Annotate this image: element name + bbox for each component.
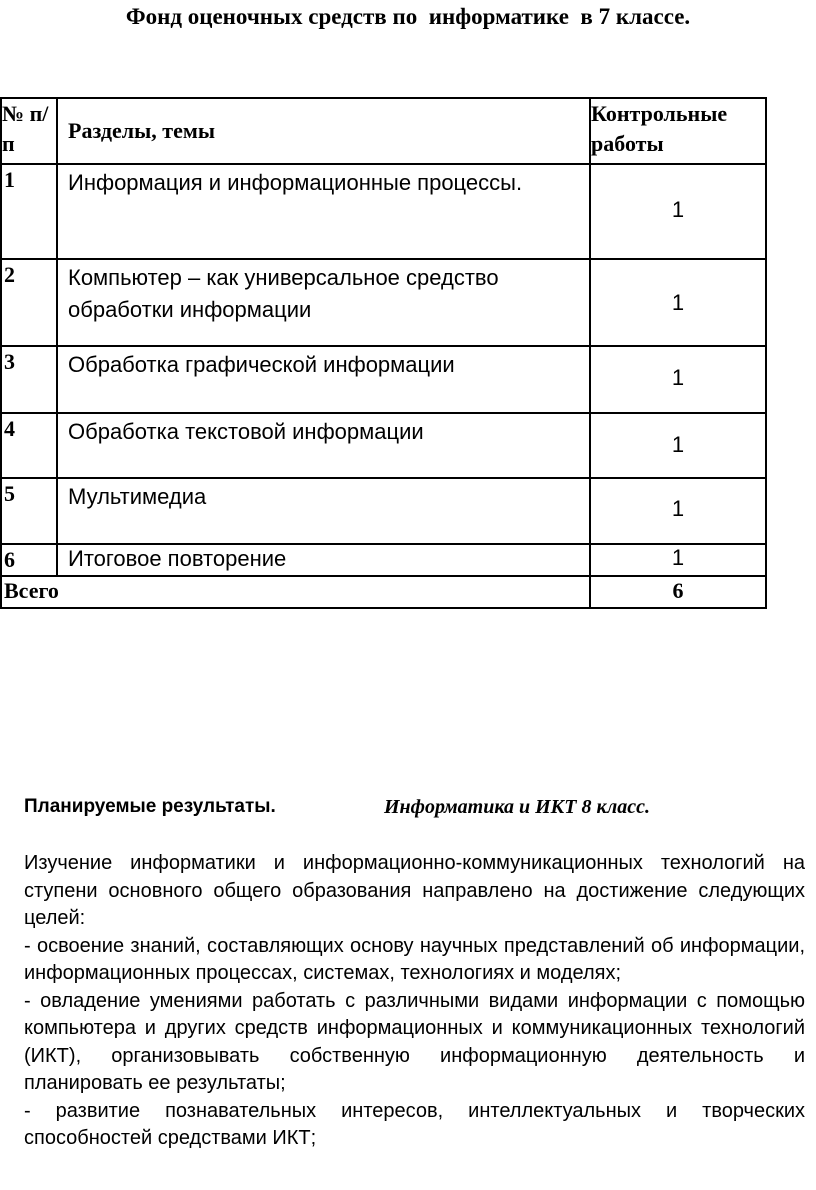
header-num: № п/п [1,98,57,164]
document-title: Фонд оценочных средств по информатике в 7 классе. [125,4,691,29]
row-tests [590,478,766,544]
table-row [1,164,766,259]
assessment-table [0,97,767,609]
row-num: 1 [1,164,57,259]
row-tests-value: 1 [671,365,685,390]
row-tests [590,259,766,346]
row-topic: Обработка графической информации [57,346,590,413]
total-value: 6 [590,576,766,608]
row-num: 6 [1,544,57,576]
row-tests-value: 1 [671,545,685,570]
row-tests [590,164,766,259]
row-num: 2 [1,259,57,346]
goal-item: - освоение знаний, составляющих основу научных представлений об информации, информационных процессах, системах, технологиях и моделях; [24,934,805,984]
table-header-row [1,98,766,164]
row-topic: Итоговое повторение [57,544,590,576]
row-num: 3 [1,346,57,413]
results-intro: Изучение информатики и информационно-коммуникационных технологий на ступени основного общего образования направлено на достижение следующих целей: [24,852,805,929]
results-heading-line [24,796,651,818]
table-row [1,259,766,346]
row-tests [590,413,766,478]
row-topic: Обработка текстовой информации [57,413,590,478]
row-tests [590,544,766,576]
table-row [1,413,766,478]
row-tests-value: 1 [671,432,685,457]
row-num: 4 [1,413,57,478]
row-num: 5 [1,478,57,544]
row-tests [590,346,766,413]
header-section: Разделы, темы [57,98,590,164]
goal-item: - овладение умениями работать с различными видами информации с помощью компьютера и других средств информационных и коммуникационных технологий (ИКТ), организовывать собственную информационную деятельность и планировать ее результаты; [24,989,805,1094]
table-total-row [1,576,766,608]
results-body [24,850,805,1153]
row-topic: Информация и информационные процессы. [57,164,590,259]
table-row [1,346,766,413]
row-tests-value: 1 [671,197,685,222]
row-tests-value: 1 [671,290,685,315]
total-label: Всего [1,576,590,608]
row-topic: Мультимедиа [57,478,590,544]
header-tests: Контрольные работы [590,98,766,164]
table-row [1,544,766,576]
row-tests-value: 1 [671,496,685,521]
row-topic: Компьютер – как универсальное средство обработки информации [57,259,590,346]
table-row [1,478,766,544]
results-subject: Информатика и ИКТ 8 класс. [384,796,651,818]
results-heading: Планируемые результаты. [24,796,276,817]
goal-item: - развитие познавательных интересов, интеллектуальных и творческих способностей средствами ИКТ; [24,1099,805,1149]
